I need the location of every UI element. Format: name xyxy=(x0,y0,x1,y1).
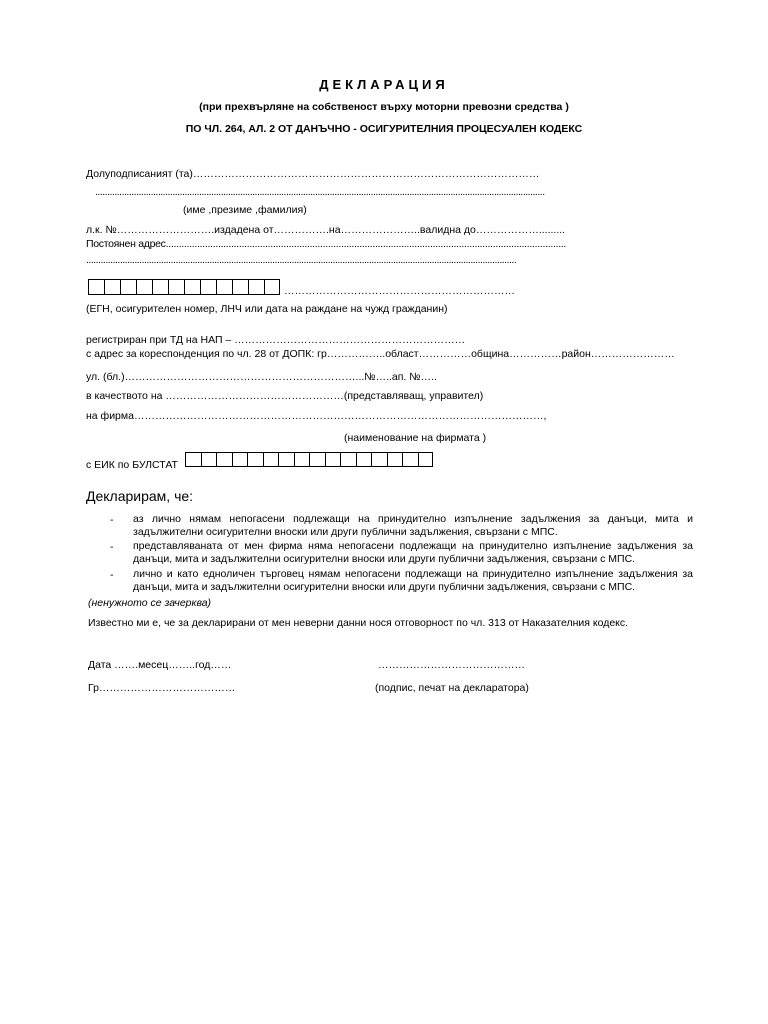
document-subtitle: (при прехвърляне на собственост върху моторни превозни средства ) xyxy=(199,101,569,113)
signature-hint: (подпис, печат на декларатора) xyxy=(375,682,529,694)
bullet-marker: - xyxy=(110,514,114,526)
bullet-marker: - xyxy=(110,541,114,553)
id-card-line: л.к. №……………………….издадена от…………….на…………………..валидна до………………......... xyxy=(86,224,566,236)
signature-line: …………………………………… xyxy=(378,659,525,671)
address-continuation: .................................................................................................................................................................................. xyxy=(86,254,517,266)
date-line: Дата …….месец……..год…… xyxy=(88,659,232,671)
nap-registration-line: регистриран при ТД на НАП – ………………………………………………………… xyxy=(86,334,466,346)
egn-dots: ………………………………………………………… xyxy=(284,285,515,297)
declaration-item-company: представляваната от мен фирма няма непогасени подлежащи на принудително изпълнение задължения за данъци, мита и задължителни осигурителни вноски или други публични задължения, свързани с МПС. xyxy=(133,540,693,565)
strike-note: (ненужното се зачерква) xyxy=(88,597,212,609)
company-line: на фирма………………………………………………………………………………………………………, xyxy=(86,410,547,422)
declaration-item-sole-trader: лично и като едноличен търговец нямам непогасени подлежащи на принудително изпълнение задължения за данъци, мита и задължителни осигурителни вноски или други публични задължения, свързани с МПС. xyxy=(133,568,693,593)
undersigned-line: Долуподписаният (та)……………………………………………………………………………………… xyxy=(86,168,540,180)
liability-statement: Известно ми е, че за декларирани от мен неверни данни нося отговорност по чл. 313 от Наказателния кодекс. xyxy=(88,617,629,629)
eik-label: с ЕИК по БУЛСТАТ xyxy=(86,459,178,471)
undersigned-continuation: .......................................................................................................................................................................................... xyxy=(95,186,545,198)
legal-basis: ПО ЧЛ. 264, АЛ. 2 ОТ ДАНЪЧНО - ОСИГУРИТЕЛНИЯ ПРОЦЕСУАЛЕН КОДЕКС xyxy=(185,123,583,135)
permanent-address-line: Постоянен адрес......................................................................................................................................................... xyxy=(86,238,567,250)
capacity-line: в качеството на ……………………………………………(представляващ, управител) xyxy=(86,390,484,402)
eik-boxes xyxy=(185,452,433,467)
street-line: ул. (бл.)…………………………………………………………...№…..ап. №….. xyxy=(86,371,437,383)
declaration-heading: Декларирам, че: xyxy=(86,488,194,504)
city-line: Гр………………………………… xyxy=(88,682,236,694)
egn-boxes xyxy=(88,279,280,295)
bullet-marker: - xyxy=(110,569,114,581)
correspondence-address-line: с адрес за кореспонденция по чл. 28 от ДОПК: гр……………..област……………община……………район…………………… xyxy=(86,348,675,360)
egn-hint: (ЕГН, осигурителен номер, ЛНЧ или дата на раждане на чужд гражданин) xyxy=(86,303,448,315)
declaration-item-personal: аз лично нямам непогасени подлежащи на принудително изпълнение задължения за данъци, мита и задължителни осигурителни вноски или други публични задължения, свързани с МПС. xyxy=(133,513,693,538)
name-hint: (име ,презиме ,фамилия) xyxy=(183,204,307,216)
company-hint: (наименование на фирмата ) xyxy=(344,432,487,444)
document-title: ДЕКЛАРАЦИЯ xyxy=(319,77,449,92)
